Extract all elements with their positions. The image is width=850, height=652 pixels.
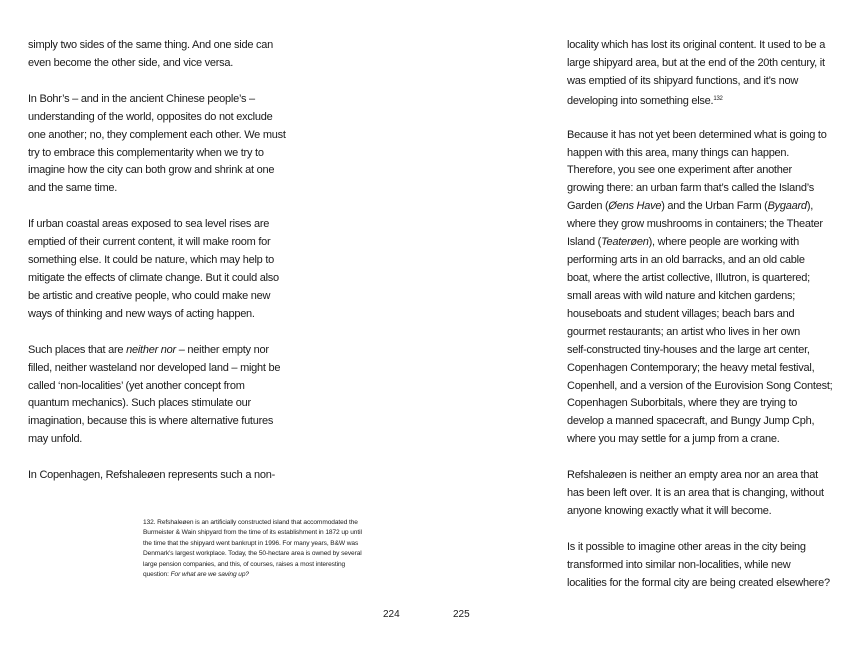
text-line <box>28 395 283 413</box>
text-line <box>28 413 283 431</box>
text-line <box>567 198 832 216</box>
text-segment: mitigate the effects of climate change. But it could also <box>28 271 279 284</box>
footnote-132 <box>143 518 403 580</box>
text-line <box>143 570 403 580</box>
text-segment: ), <box>806 200 814 213</box>
left-page-body <box>28 37 286 485</box>
text-segment: Island ( <box>567 236 602 249</box>
text-segment: Such places that are <box>28 343 127 356</box>
text-segment: Garden ( <box>567 200 609 213</box>
text-line <box>143 528 403 538</box>
text-segment: large shipyard area, but at the end of the 20th century, it <box>567 56 825 69</box>
text-line <box>567 37 832 55</box>
text-line <box>567 306 832 324</box>
italic-text: For what are we saving up? <box>170 570 249 578</box>
text-segment: ways of thinking and new ways of acting happen. <box>28 307 255 320</box>
paragraph <box>567 467 832 521</box>
paragraph <box>28 37 283 73</box>
text-segment: was emptied of its shipyard functions, and it’s now <box>567 74 799 87</box>
text-segment: localities for the formal city are being created elsewhere? <box>567 576 830 589</box>
text-line <box>28 360 283 378</box>
paragraph <box>567 127 832 450</box>
italic-text: Øens Have <box>608 200 662 213</box>
text-line <box>28 378 283 396</box>
text-segment: large pension companies, and this, of courses, raises a most interesting <box>143 560 346 568</box>
footnote-ref: 132 <box>713 95 723 102</box>
text-line <box>567 342 832 360</box>
text-segment: something else. It could be nature, which may help to <box>28 254 275 267</box>
text-line <box>567 145 832 163</box>
text-segment: developing into something else. <box>567 94 714 107</box>
text-segment: Denmark’s largest workplace. Today, the 50-hectare area is owned by several <box>143 550 362 558</box>
text-line <box>28 109 283 127</box>
text-line <box>28 467 283 485</box>
text-line <box>567 162 832 180</box>
text-segment: small areas with wild nature and kitchen gardens; <box>567 289 796 302</box>
text-line <box>28 37 283 55</box>
text-segment: ), where people are working with <box>648 236 799 249</box>
text-line <box>28 55 283 73</box>
text-segment: emptied of their current content, it will make room for <box>28 236 271 249</box>
text-segment: question: <box>143 570 171 578</box>
right-page-body <box>567 37 832 593</box>
paragraph <box>28 91 286 199</box>
text-line <box>567 575 832 593</box>
italic-text: neither nor <box>126 343 176 356</box>
text-segment: where you may settle for a jump from a crane. <box>567 433 780 446</box>
page-number-left: 224 <box>383 609 400 620</box>
text-line <box>567 378 832 396</box>
text-segment: growing there: an urban farm that’s called the Island’s <box>567 182 814 195</box>
text-line <box>567 557 832 575</box>
text-line <box>567 252 832 270</box>
text-segment: Copenhagen Contemporary; the heavy metal festival, <box>567 361 815 374</box>
text-line <box>567 127 832 145</box>
italic-text: Teaterøen <box>601 236 649 249</box>
text-segment: imagination, because this is where alternative futures <box>28 415 274 428</box>
text-line <box>28 145 283 163</box>
text-line <box>567 431 832 449</box>
text-segment: understanding of the world, opposites do not exclude <box>28 110 273 123</box>
text-segment: Burmeister & Wain shipyard from the time of its establishment in 1872 up until <box>143 529 362 537</box>
text-line <box>567 73 832 91</box>
text-segment: filled, neither wasteland nor developed land – might be <box>28 361 281 374</box>
page-number-right: 225 <box>453 609 470 620</box>
paragraph <box>28 467 283 485</box>
text-line <box>567 503 832 521</box>
text-segment: Is it possible to imagine other areas in the city being <box>567 540 806 553</box>
text-segment: simply two sides of the same thing. And one side can <box>28 39 274 51</box>
text-line <box>567 216 832 234</box>
text-line <box>28 216 283 234</box>
text-segment: even become the other side, and vice versa. <box>28 56 234 69</box>
paragraph <box>567 37 832 109</box>
text-line <box>567 467 832 485</box>
text-line <box>567 55 832 73</box>
text-line <box>28 306 283 324</box>
text-line <box>28 342 283 360</box>
text-line <box>567 324 832 342</box>
text-segment: ) and the Urban Farm ( <box>661 200 768 213</box>
text-segment: Copenhell, and a version of the Eurovision Song Contest; <box>567 379 833 392</box>
text-segment: 132. Refshaleøen is an artificially constructed island that accommodated the <box>143 519 358 526</box>
text-segment: imagine how the city can both grow and shrink at one <box>28 164 275 177</box>
paragraph <box>567 539 832 593</box>
text-segment: one another; no, they complement each other. We must <box>28 128 286 141</box>
text-line <box>28 234 283 252</box>
text-line <box>567 360 832 378</box>
text-line <box>567 485 832 503</box>
text-segment: In Bohr’s – and in the ancient Chinese people’s – <box>28 92 255 105</box>
text-line <box>567 270 832 288</box>
text-segment: – neither empty nor <box>175 343 269 356</box>
text-line <box>143 518 403 528</box>
text-line <box>28 270 283 288</box>
text-segment: try to embrace this complementarity when we try to <box>28 146 264 159</box>
text-line <box>567 234 832 252</box>
text-line <box>28 252 283 270</box>
text-line <box>567 539 832 557</box>
paragraph <box>28 216 283 324</box>
text-segment: may unfold. <box>28 433 83 446</box>
text-segment: gourmet restaurants; an artist who lives in her own <box>567 325 801 338</box>
text-line <box>28 180 283 198</box>
text-segment: self-constructed tiny-houses and the large art center, <box>567 343 810 356</box>
text-segment: happen with this area, many things can happen. <box>567 146 790 159</box>
text-segment: locality which has lost its original content. It used to be a <box>567 39 826 51</box>
text-segment: In Copenhagen, Refshaleøen represents such a non- <box>28 469 276 482</box>
text-line <box>143 539 403 549</box>
text-segment: transformed into similar non-localities, while new <box>567 558 791 571</box>
text-segment: Therefore, you see one experiment after another <box>567 164 792 177</box>
text-line <box>28 91 283 109</box>
text-segment: Refshaleøen is neither an empty area nor an area that <box>567 469 818 482</box>
text-segment: If urban coastal areas exposed to sea level rises are <box>28 218 270 231</box>
text-line <box>28 162 283 180</box>
paragraph <box>28 342 283 450</box>
text-segment: develop a manned spacecraft, and Bungy Jump Cph, <box>567 415 815 428</box>
text-line <box>28 127 286 145</box>
italic-text: Bygaard <box>767 200 807 213</box>
text-segment: anyone knowing exactly what it will become. <box>567 504 772 517</box>
text-line <box>143 560 403 570</box>
text-line <box>28 288 283 306</box>
text-segment: performing arts in an old barracks, and an old cable <box>567 254 805 267</box>
text-line <box>567 180 832 198</box>
text-segment: has been left over. It is an area that is changing, without <box>567 487 824 500</box>
text-segment: quantum mechanics). Such places stimulate our <box>28 397 251 410</box>
text-segment: the time that the shipyard went bankrupt in 1996. For many years, B&W was <box>143 539 359 547</box>
text-segment: and the same time. <box>28 182 118 195</box>
text-segment: where they grow mushrooms in containers; the Theater <box>567 218 823 231</box>
text-line <box>28 431 283 449</box>
text-segment: Because it has not yet been determined what is going to <box>567 128 827 141</box>
text-segment: boat, where the artist collective, Illutron, is quartered; <box>567 271 810 284</box>
text-segment: called ‘non-localities’ (yet another concept from <box>28 379 245 392</box>
text-segment: houseboats and student villages; beach bars and <box>567 307 795 320</box>
text-line <box>567 288 832 306</box>
text-segment: be artistic and creative people, who could make new <box>28 289 271 302</box>
text-line <box>567 413 832 431</box>
text-line <box>567 395 832 413</box>
text-line <box>143 549 403 559</box>
text-segment: Copenhagen Suborbitals, where they are trying to <box>567 397 798 410</box>
text-line <box>567 91 832 109</box>
